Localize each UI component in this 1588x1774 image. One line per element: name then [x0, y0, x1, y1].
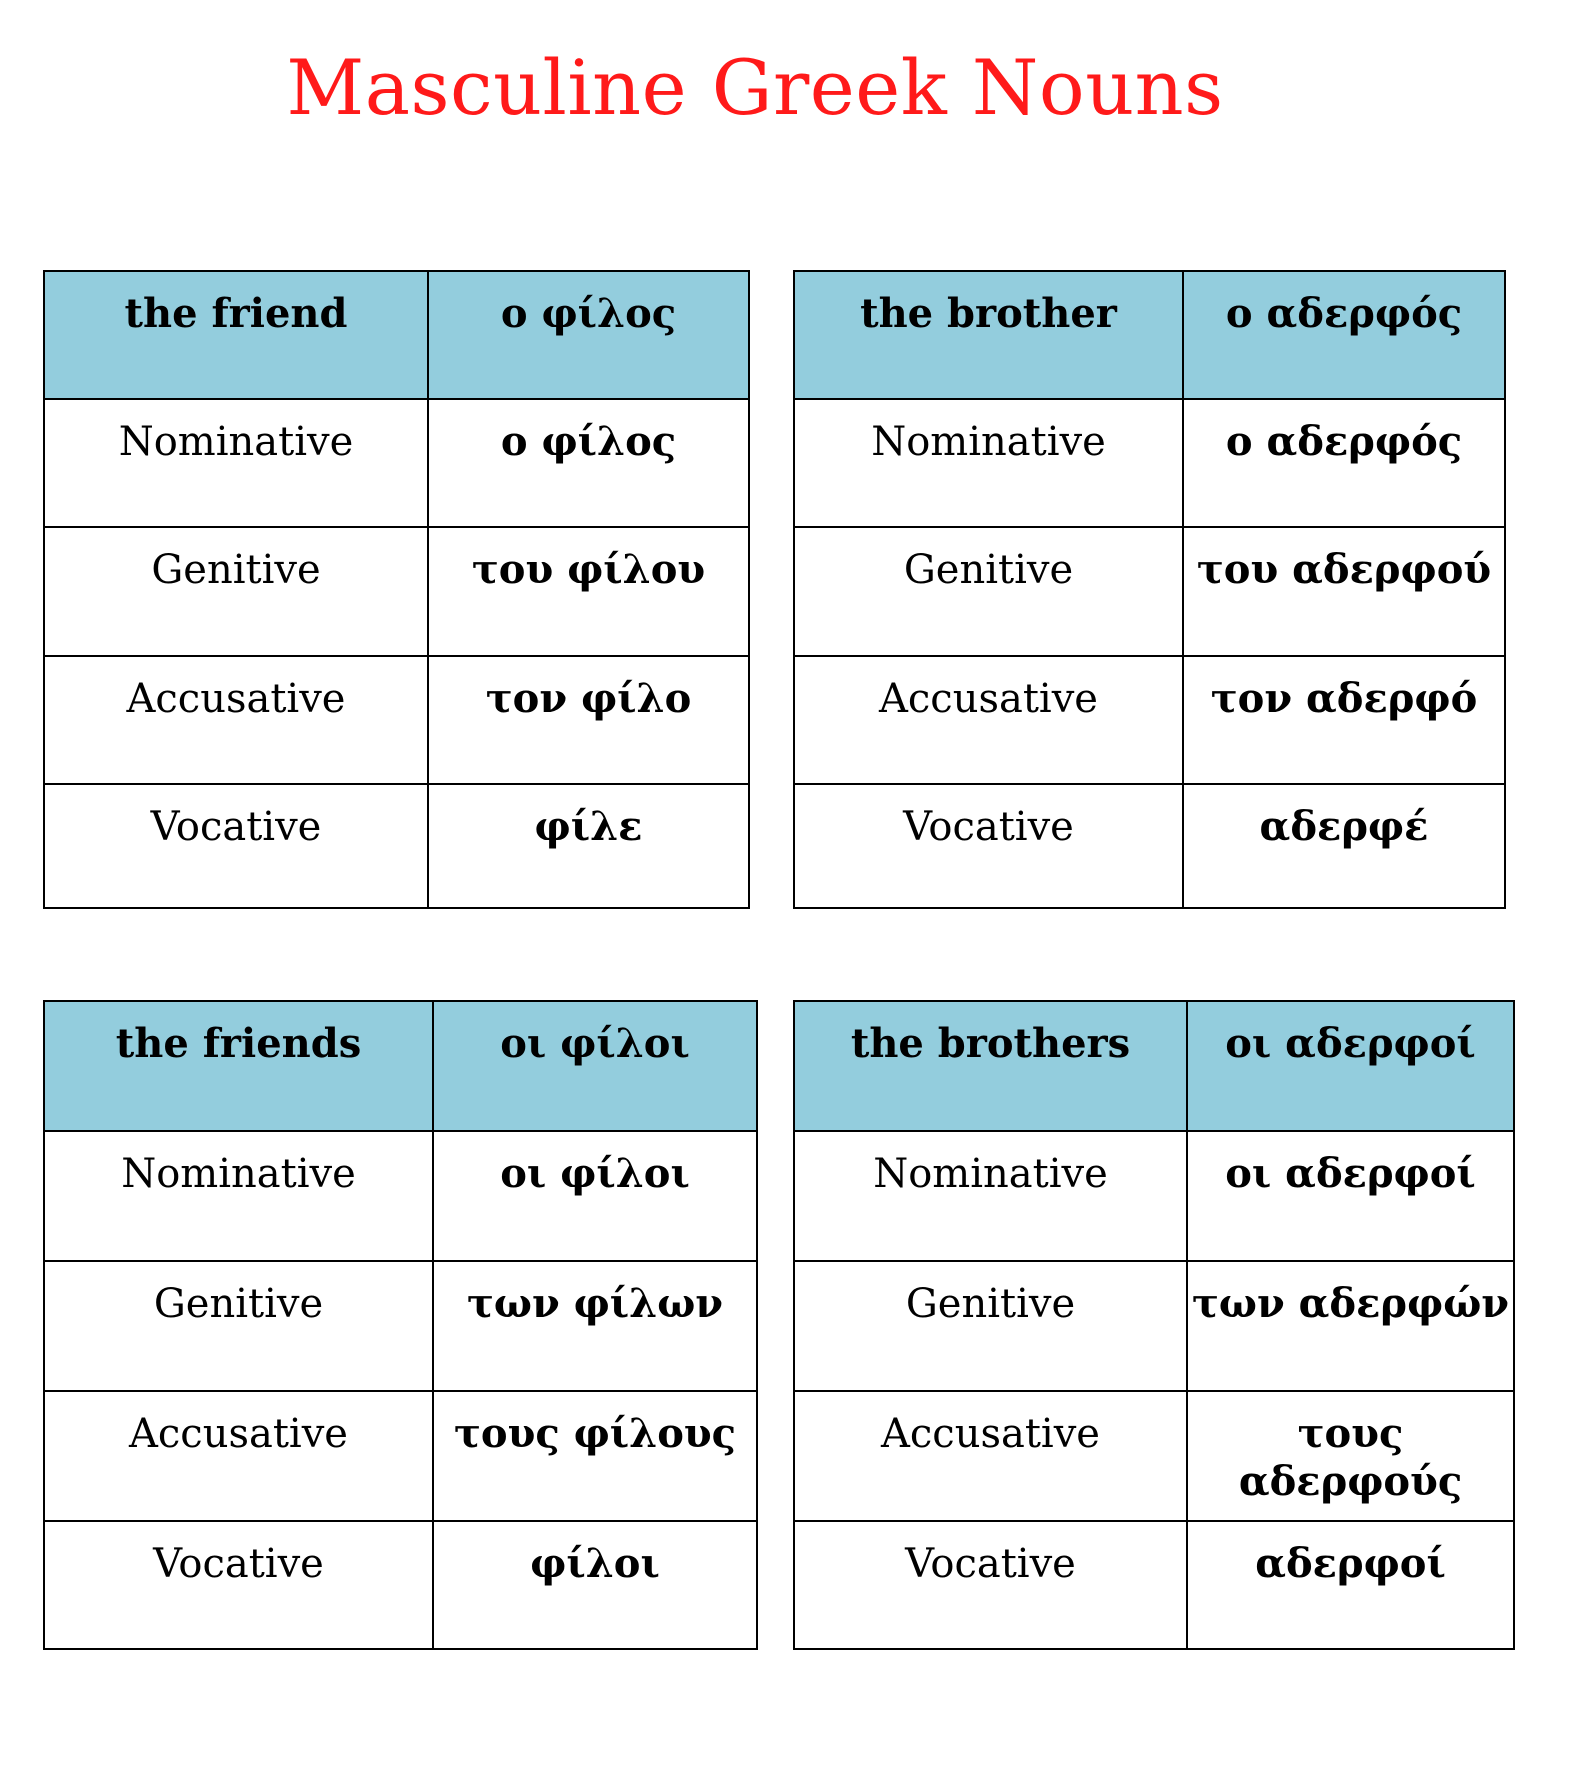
case-form: τον αδερφό — [1183, 656, 1505, 784]
table-header-row — [794, 271, 1505, 399]
case-form: του αδερφού — [1183, 527, 1505, 655]
header-english: the brothers — [794, 1001, 1187, 1131]
case-label: Vocative — [44, 1521, 433, 1649]
case-label: Genitive — [44, 527, 428, 655]
case-form: τον φίλο — [428, 656, 749, 784]
table-row — [794, 1131, 1514, 1261]
case-form: των αδερφών — [1187, 1261, 1514, 1391]
table-row — [44, 1261, 757, 1391]
case-label: Vocative — [794, 784, 1183, 908]
table-row — [44, 784, 749, 908]
header-greek: οι φίλοι — [433, 1001, 757, 1131]
header-english: the friend — [44, 271, 428, 399]
table-row — [794, 1391, 1514, 1521]
case-label: Accusative — [44, 1391, 433, 1521]
case-label: Vocative — [44, 784, 428, 908]
case-label: Genitive — [794, 527, 1183, 655]
case-form: φίλε — [428, 784, 749, 908]
case-label: Vocative — [794, 1521, 1187, 1649]
table-row — [794, 1261, 1514, 1391]
table-header-row — [44, 271, 749, 399]
table-row — [794, 784, 1505, 908]
case-form: αδερφέ — [1183, 784, 1505, 908]
case-form: των φίλων — [433, 1261, 757, 1391]
case-form: αδερφοί — [1187, 1521, 1514, 1649]
case-form: τους αδερφούς — [1187, 1391, 1514, 1521]
table-row — [44, 527, 749, 655]
declension-table-brother — [793, 270, 1506, 909]
declension-table-friend — [43, 270, 750, 909]
table-row — [44, 1521, 757, 1649]
table-row — [794, 399, 1505, 527]
header-english: the brother — [794, 271, 1183, 399]
case-label: Accusative — [44, 656, 428, 784]
table-header-row — [44, 1001, 757, 1131]
table-row — [44, 1131, 757, 1261]
case-form: φίλοι — [433, 1521, 757, 1649]
case-form: ο φίλος — [428, 399, 749, 527]
header-greek: ο αδερφός — [1183, 271, 1505, 399]
table-row — [794, 1521, 1514, 1649]
table-row — [794, 527, 1505, 655]
case-label: Nominative — [794, 1131, 1187, 1261]
case-label: Nominative — [44, 399, 428, 527]
case-form: ο αδερφός — [1183, 399, 1505, 527]
header-greek: οι αδερφοί — [1187, 1001, 1514, 1131]
case-label: Genitive — [794, 1261, 1187, 1391]
declension-table-friends — [43, 1000, 758, 1650]
case-form: του φίλου — [428, 527, 749, 655]
table-header-row — [794, 1001, 1514, 1131]
table-row — [44, 656, 749, 784]
table-row — [794, 656, 1505, 784]
header-english: the friends — [44, 1001, 433, 1131]
declension-table-brothers — [793, 1000, 1515, 1650]
table-row — [44, 1391, 757, 1521]
case-label: Genitive — [44, 1261, 433, 1391]
case-label: Nominative — [44, 1131, 433, 1261]
header-greek: ο φίλος — [428, 271, 749, 399]
case-label: Accusative — [794, 656, 1183, 784]
case-form: οι φίλοι — [433, 1131, 757, 1261]
page-title: Masculine Greek Nouns — [286, 43, 1224, 132]
case-form: τους φίλους — [433, 1391, 757, 1521]
case-form: οι αδερφοί — [1187, 1131, 1514, 1261]
case-label: Accusative — [794, 1391, 1187, 1521]
table-row — [44, 399, 749, 527]
case-label: Nominative — [794, 399, 1183, 527]
